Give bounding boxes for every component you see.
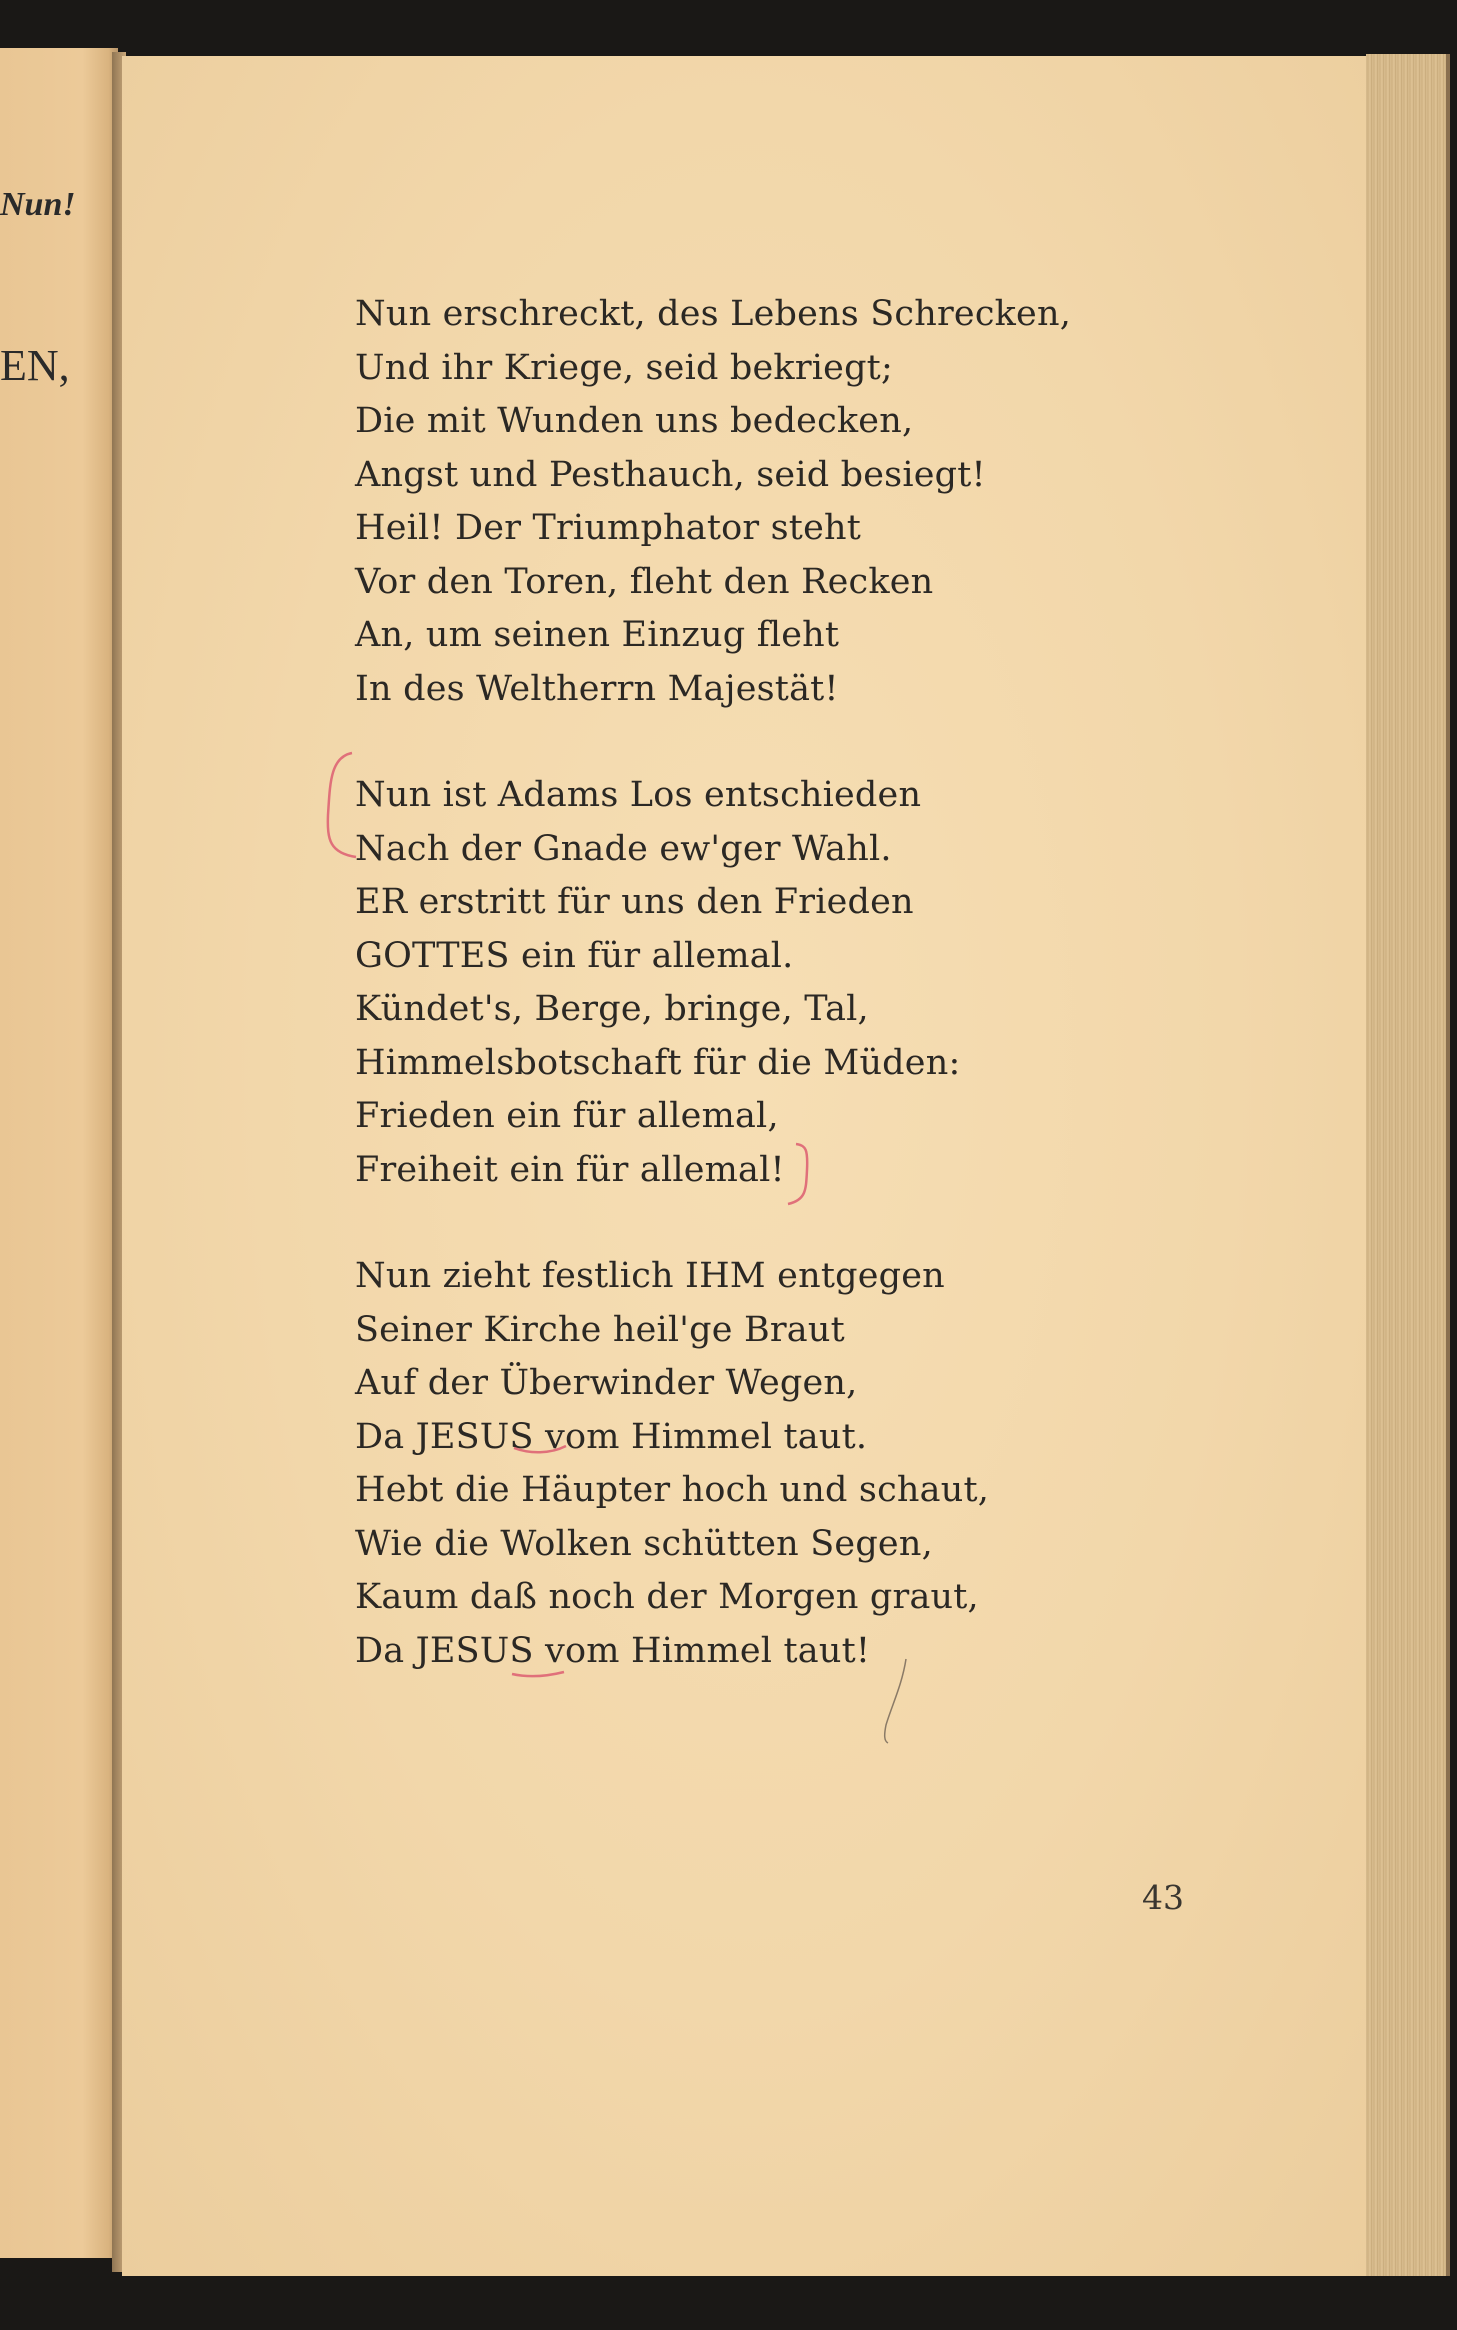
poem-line: Wie die Wolken schütten Segen,: [355, 1523, 933, 1564]
poem-line: Da JESUS vom Himmel taut!: [355, 1630, 871, 1671]
red-pencil-underline-1: [510, 1440, 570, 1460]
page-edges: [1366, 54, 1450, 2276]
poem-line: In des Weltherrn Majestät!: [355, 668, 839, 709]
left-page-header-fragment: Nun!: [0, 186, 76, 223]
poem-line: Nun zieht festlich IHM entgegen: [355, 1256, 945, 1296]
poem: [355, 288, 1071, 1678]
poem-line: ER erstritt für uns den Frieden: [355, 882, 914, 922]
poem-line: Kaum daß noch der Morgen graut,: [355, 1577, 979, 1617]
left-page-title-fragment: EN,: [0, 341, 70, 390]
stanza-1: [355, 288, 1071, 716]
poem-line: Frieden ein für allemal,: [355, 1096, 779, 1136]
poem-line: Angst und Pesthauch, seid besiegt!: [355, 454, 986, 495]
poem-line: Hebt die Häupter hoch und schaut,: [355, 1470, 990, 1510]
poem-line: Heil! Der Triumphator steht: [355, 508, 861, 548]
poem-line: Nach der Gnade ew'ger Wahl.: [355, 828, 892, 869]
stanza-3: [355, 1250, 1071, 1678]
poem-line: Freiheit ein für allemal!: [355, 1149, 785, 1190]
pencil-mark: [872, 1655, 912, 1745]
red-pencil-underline-2: [508, 1664, 568, 1684]
stanza-2: [355, 769, 1071, 1197]
poem-line: Nun erschreckt, des Lebens Schrecken,: [355, 294, 1072, 334]
page-number: 43: [1142, 1878, 1184, 1917]
poem-line: Kündet's, Berge, bringe, Tal,: [355, 989, 869, 1029]
poem-line: Himmelsbotschaft für die Müden:: [355, 1042, 961, 1083]
left-page: [0, 48, 118, 2258]
poem-line: Seiner Kirche heil'ge Braut: [355, 1309, 845, 1350]
poem-line: Auf der Überwinder Wegen,: [355, 1363, 858, 1403]
red-pencil-close-bracket: [784, 1140, 824, 1220]
poem-line: Nun ist Adams Los entschieden: [355, 775, 922, 815]
poem-line: Die mit Wunden uns bedecken,: [355, 401, 914, 441]
poem-line: GOTTES ein für allemal.: [355, 935, 794, 976]
red-pencil-open-bracket: [300, 745, 360, 875]
poem-line: Und ihr Kriege, seid bekriegt;: [355, 347, 893, 388]
poem-line: An, um seinen Einzug fleht: [355, 615, 840, 655]
poem-line: Da JESUS vom Himmel taut.: [355, 1416, 868, 1457]
poem-line: Vor den Toren, fleht den Recken: [355, 561, 934, 602]
